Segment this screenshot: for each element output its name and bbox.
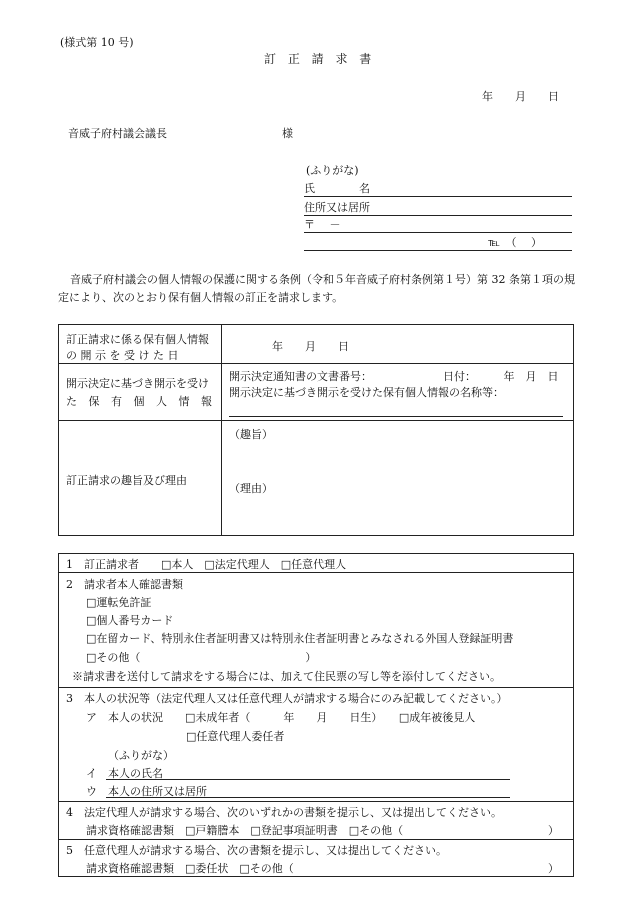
intro-text: 音威子府村議会の個人情報の保護に関する条例（令和５年音威子府村条例第１号）第 32 条第１項の規定により、次のとおり保有個人情報の訂正を請求します。: [58, 273, 575, 304]
principal-furigana: （ふりがな）: [108, 749, 174, 762]
reason-field[interactable]: （理由）: [229, 482, 273, 495]
id-doc-license[interactable]: □運転免許証: [86, 596, 152, 609]
id-docs-note: ※請求書を送付して請求をする場合には、加えて住民票の写し等を添付してください。: [72, 670, 501, 683]
id-doc-other[interactable]: □その他（ ）: [86, 651, 317, 664]
legal-agent-heading: 4 法定代理人が請求する場合、次のいずれかの書類を提示し、又は提出してください。: [66, 806, 502, 819]
tel-label: ℡ （ ）: [488, 236, 542, 249]
principal-name-field[interactable]: [106, 779, 510, 780]
requester-address-field[interactable]: [304, 199, 572, 216]
table-rule: [58, 363, 574, 364]
principal-status-heading: 3 本人の状況等（法定代理人又は任意代理人が請求する場合にのみ記載してください。）: [66, 692, 508, 705]
requester-type-row[interactable]: 1 訂正請求者 □本人 □法定代理人 □任意代理人: [66, 558, 347, 571]
id-doc-residence[interactable]: □在留カード、特別永住者証明書又は特別永住者証明書とみなされる外国人登録証明書: [86, 632, 514, 645]
notice-date[interactable]: 日付： 年 月 日: [443, 370, 559, 383]
voluntary-agent-close-paren: ）: [548, 862, 559, 875]
id-doc-mynumber[interactable]: □個人番号カード: [86, 614, 174, 627]
requester-furigana: (ふりがな): [306, 164, 359, 177]
disclosed-info-label-2: た 保 有 個 人 情 報: [66, 395, 216, 408]
notice-doc-number[interactable]: 開示決定通知書の文書番号：: [229, 370, 372, 383]
table-rule: [58, 801, 574, 802]
postal-label: 〒 －: [304, 218, 341, 231]
voluntary-agent-docs[interactable]: 請求資格確認書類 □委任状 □その他（: [86, 862, 294, 875]
requester-tel-field[interactable]: [304, 234, 572, 251]
requester-postal-field[interactable]: [304, 216, 572, 233]
requester-name-field[interactable]: [304, 180, 572, 197]
disclosure-date-label-1: 訂正請求に係る保有個人情報: [66, 333, 209, 346]
table-rule: [58, 572, 574, 573]
addressee: 音威子府村議会議長: [68, 127, 167, 140]
principal-name-label: イ 本人の氏名: [86, 767, 163, 780]
legal-agent-docs[interactable]: 請求資格確認書類 □戸籍謄本 □登記事項証明書 □その他（: [86, 824, 404, 837]
id-docs-heading: 2 請求者本人確認書類: [66, 578, 183, 591]
name-underline: [229, 416, 563, 417]
page-title: 訂 正 請 求 書: [264, 52, 376, 66]
table-rule: [58, 687, 574, 688]
legal-agent-close-paren: ）: [548, 824, 559, 837]
disclosed-info-label-1: 開示決定に基づき開示を受け: [66, 377, 209, 390]
principal-status-proxy[interactable]: □任意代理人委任者: [186, 730, 285, 743]
table-divider: [221, 324, 222, 536]
disclosure-date-value[interactable]: 年 月 日: [272, 340, 349, 353]
form-number: (様式第 10 号): [60, 36, 134, 49]
correction-reason-label: 訂正請求の趣旨及び理由: [66, 474, 187, 487]
requester-name-label: 氏 名: [304, 182, 370, 195]
voluntary-agent-heading: 5 任意代理人が請求する場合、次の書類を提示し、又は提出してください。: [66, 844, 447, 857]
disclosure-date-label-2: の 開 示 を 受 け た 日: [66, 349, 179, 362]
table-rule: [58, 420, 574, 421]
date-line: 年 月 日: [482, 90, 559, 103]
requester-address-label: 住所又は居所: [304, 201, 370, 214]
principal-status-row[interactable]: ア 本人の状況 □未成年者（ 年 月 日生） □成年被後見人: [86, 711, 476, 724]
purpose-field[interactable]: （趣旨）: [229, 428, 273, 441]
addressee-suffix: 様: [282, 127, 293, 140]
disclosed-info-name[interactable]: 開示決定に基づき開示を受けた保有個人情報の名称等：: [229, 386, 504, 399]
principal-address-label: ウ 本人の住所又は居所: [86, 785, 207, 798]
principal-address-field[interactable]: [106, 797, 510, 798]
table-rule: [58, 839, 574, 840]
